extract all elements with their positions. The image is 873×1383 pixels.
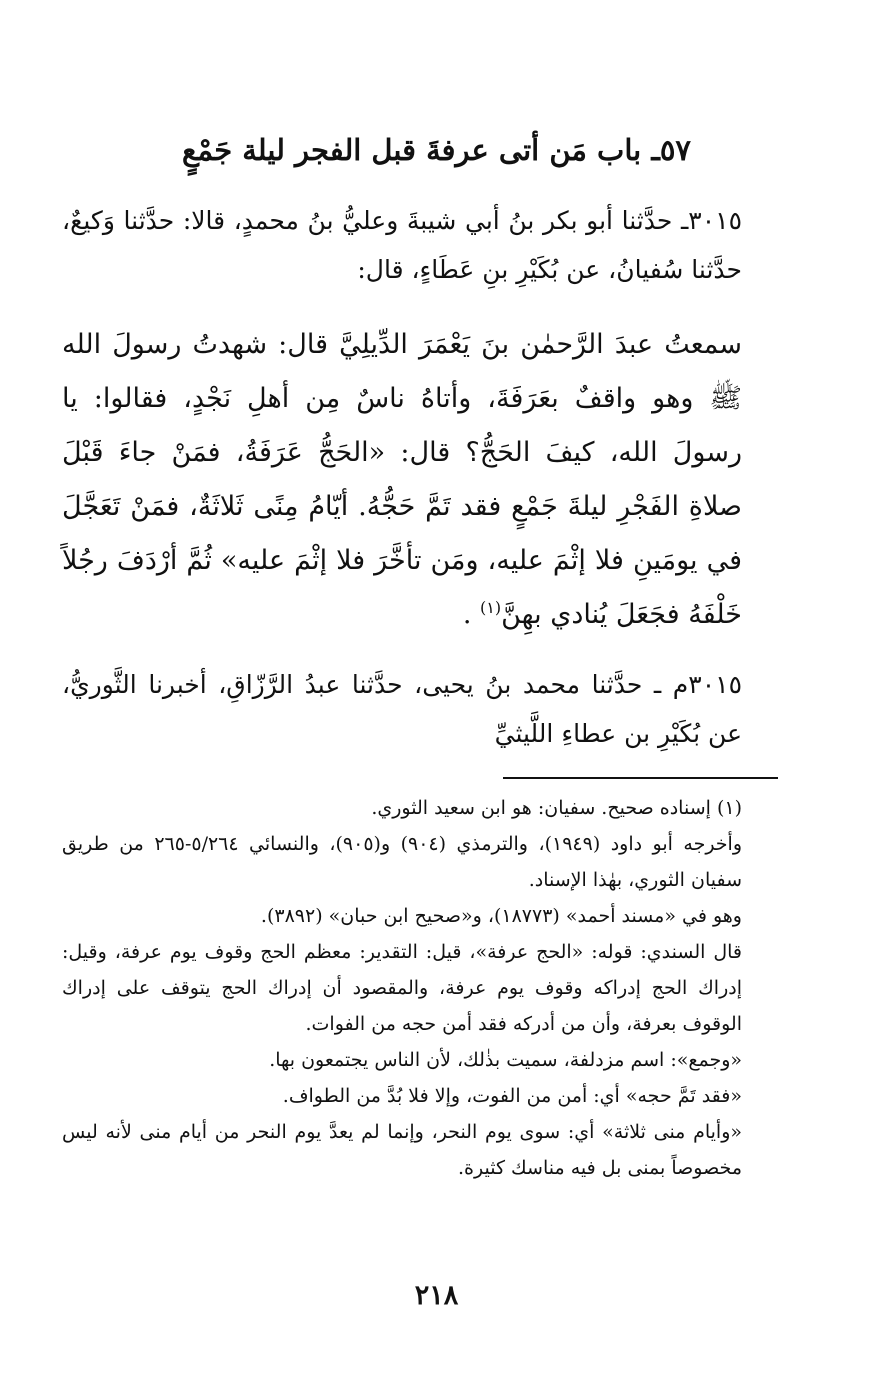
footnote-1: (١) إسناده صحيح. سفيان: هو ابن سعيد الثوري. bbox=[371, 797, 742, 819]
page-number: ٢١٨ bbox=[414, 1280, 459, 1311]
footnote-sources: وأخرجه أبو داود (١٩٤٩)، والترمذي (٩٠٤) و(٩٠٥)، والنسائي ٥/٢٦٤-٢٦٥ من طريق سفيان الثوري، بهٰذا الإسناد. bbox=[62, 833, 742, 891]
hadith-body: سمعتُ عبدَ الرَّحمٰن بنَ يَعْمَرَ الدِّيلِيَّ قال: شهدتُ رسولَ الله ﷺ وهو واقفٌ بعَرَفَةَ، وأتاهُ ناسٌ مِن أهلِ نَجْدٍ، فقالوا: يا رسولَ الله، كيفَ الحَجُّ؟ قال: «الحَجُّ عَرَفَةُ، فمَنْ جاءَ قَبْلَ صلاةِ الفَجْرِ ليلةَ جَمْعٍ فقد تَمَّ حَجُّهُ. أيّامُ مِنًى ثَلاثَةٌ، فمَنْ تَعَجَّلَ في يومَينِ فلا إثْمَ عليه، ومَن تأخَّرَ فلا إثْمَ عليه» ثُمَّ أرْدَفَ رجُلاً خَلْفَهُ فجَعَلَ يُنادي بهِنَّ bbox=[62, 329, 742, 630]
footnote-jam: «وجمع»: اسم مزدلفة، سميت بذٰلك، لأن الناس يجتمعون بها. bbox=[269, 1049, 742, 1071]
hadith-second-chain: ٣٠١٥م ـ حدَّثنا محمد بنُ يحيى، حدَّثنا عبدُ الرَّزّاقِ، أخبرنا الثَّوريُّ، عن بُكَيْرِ بن عطاءِ اللَّيثيِّ bbox=[62, 670, 742, 748]
footnote-divider bbox=[503, 777, 778, 779]
footnote-ref: (١) bbox=[480, 598, 502, 617]
chapter-title: ٥٧ـ باب مَن أتى عرفةَ قبل الفجر ليلة جَمْعٍ bbox=[182, 133, 691, 167]
hadith-text bbox=[62, 318, 778, 642]
footnote-hajj-complete: «فقد تَمَّ حجه» أي: أمن من الفوت، وإلا فلا بُدَّ من الطواف. bbox=[282, 1085, 742, 1107]
footnote-musnad: وهو في «مسند أحمد» (١٨٧٧٣)، و«صحيح ابن حبان» (٣٨٩٢). bbox=[260, 905, 742, 927]
footnote-sindi: قال السندي: قوله: «الحج عرفة»، قيل: التقدير: معظم الحج وقوف يوم عرفة، وقيل: إدراك الحج إدراكه وقوف يوم عرفة، والمقصود أن إدراك الحج يتوقف على إدراك الوقوف بعرفة، وأن من أدركه فقد أمن حجه من الفوات. bbox=[62, 941, 742, 1035]
footnotes bbox=[62, 790, 778, 1186]
footnote-mina-days: «وأيام منى ثلاثة» أي: سوى يوم النحر، وإنما لم يعدَّ يوم النحر من أيام منى لأنه ليس مخصوصاً بمنى بل فيه مناسك كثيرة. bbox=[62, 1121, 742, 1179]
hadith-intro: ٣٠١٥ـ حدَّثنا أبو بكر بنُ أبي شيبةَ وعليُّ بنُ محمدٍ، قالا: حدَّثنا وَكيعٌ، حدَّثنا سُفيانُ، عن بُكَيْرِ بنِ عَطَاءٍ، قال: bbox=[62, 206, 742, 284]
hadith-end-mark: . bbox=[462, 599, 472, 630]
